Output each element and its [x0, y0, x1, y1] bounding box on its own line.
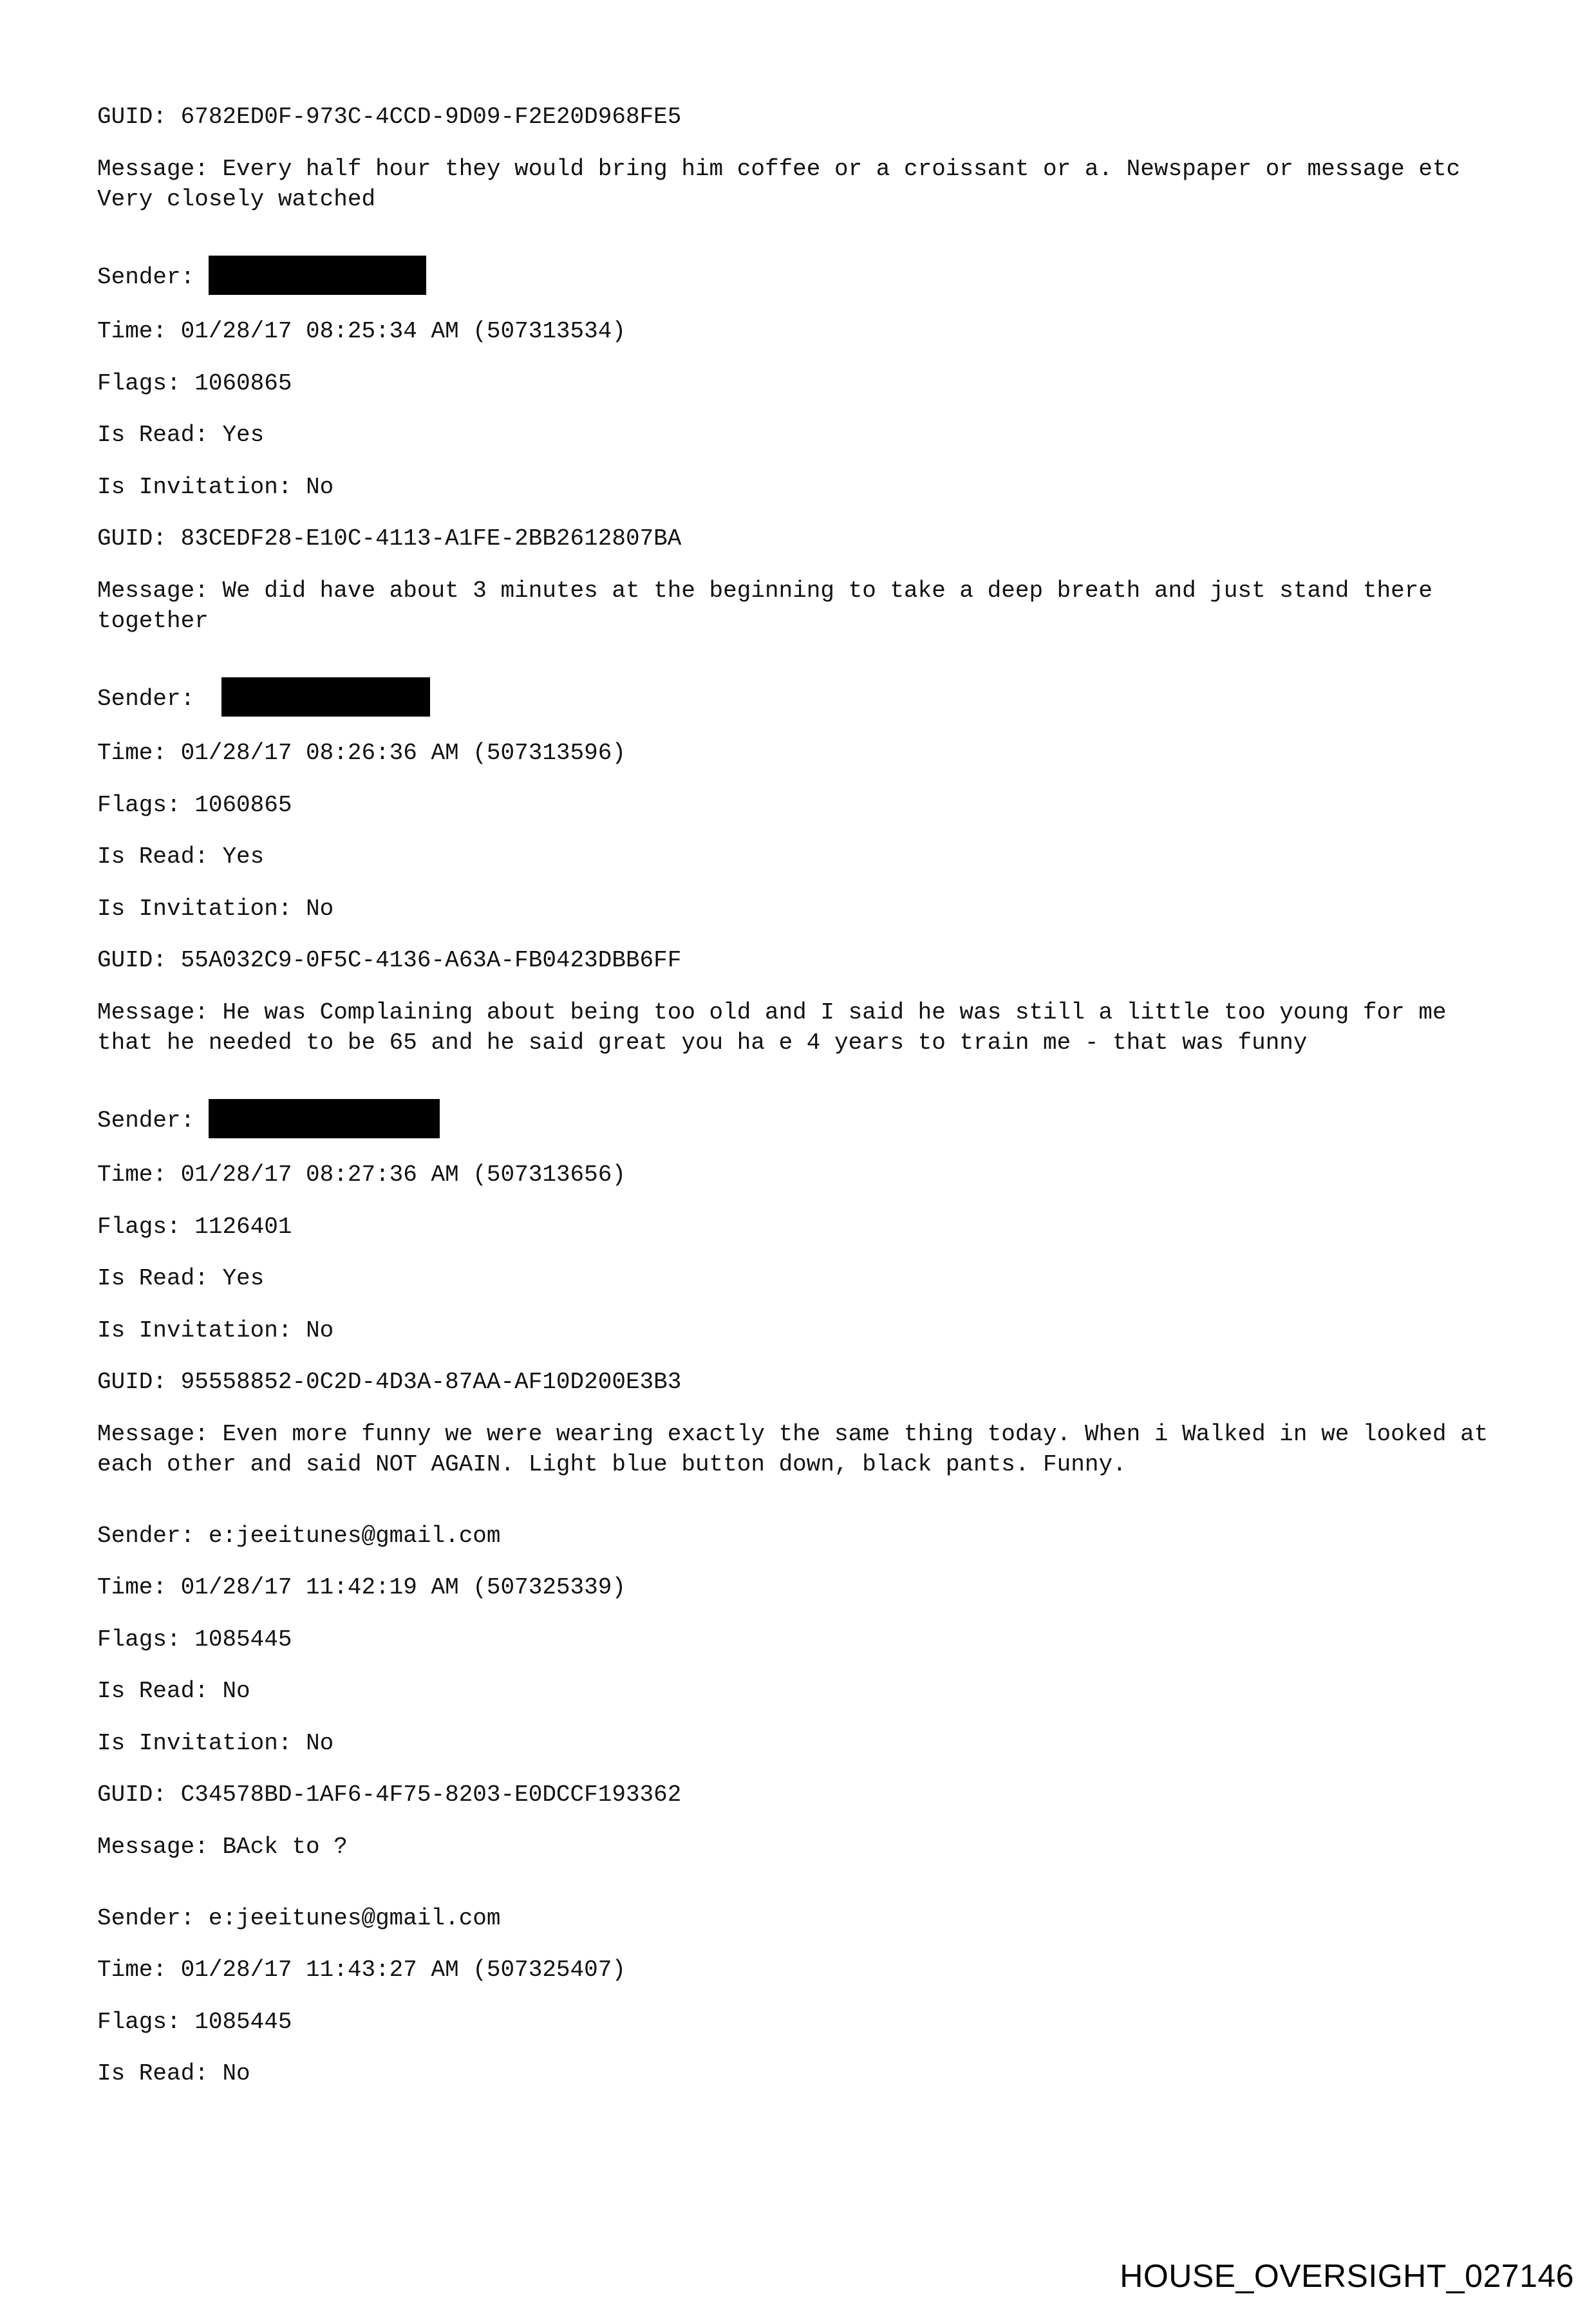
message-line: Message: Even more funny we were wearing exactly the same thing today. When i Walked in we looked at each other and said NOT AGAIN. Light blue button down, black pants. Funny. [97, 1420, 1502, 1478]
time-line: Time: 01/28/17 11:42:19 AM (507325339) [97, 1574, 626, 1601]
guid-value: 6782ED0F-973C-4CCD-9D09-F2E20D968FE5 [180, 104, 682, 130]
is-invitation-value: No [306, 1729, 334, 1756]
is-read-value: No [222, 1678, 250, 1704]
time-value: 01/28/17 08:25:34 AM (507313534) [180, 318, 626, 344]
time-value: 01/28/17 08:26:36 AM (507313596) [180, 740, 626, 766]
guid-line: GUID: 6782ED0F-973C-4CCD-9D09-F2E20D968FE5 [97, 104, 682, 130]
is-invitation-line: Is Invitation: No [97, 473, 334, 500]
sender-value: e:jeeitunes@gmail.com [208, 1904, 501, 1932]
flags-line: Flags: 1060865 [97, 791, 292, 818]
time-line: Time: 01/28/17 08:27:36 AM (507313656) [97, 1161, 626, 1188]
is-invitation-line: Is Invitation: No [97, 1317, 334, 1344]
flags-value: 1085445 [194, 2008, 292, 2035]
guid-value: 55A032C9-0F5C-4136-A63A-FB0423DBB6FF [180, 947, 682, 973]
is-invitation-line: Is Invitation: No [97, 1729, 334, 1756]
message-text: We did have about 3 minutes at the beginning to take a deep breath and just stand there together [97, 577, 1447, 634]
is-read-line: Is Read: Yes [97, 1265, 265, 1292]
is-invitation-value: No [306, 895, 334, 922]
flags-line: Flags: 1126401 [97, 1213, 292, 1240]
redaction-box [209, 1099, 440, 1138]
sender-line: Sender: e:jeeitunes@gmail.com [97, 1522, 501, 1549]
sender-line: Sender: e:jeeitunes@gmail.com [97, 1904, 501, 1932]
is-invitation-value: No [306, 1317, 334, 1344]
message-log [97, 102, 1514, 2110]
guid-line: GUID: C34578BD-1AF6-4F75-8203-E0DCCF193362 [97, 1781, 682, 1808]
redaction-box [209, 256, 426, 295]
guid-value: C34578BD-1AF6-4F75-8203-E0DCCF193362 [180, 1781, 682, 1808]
message-text: Even more funny we were wearing exactly the same thing today. When i Walked in we looked at each other and said NOT AGAIN. Light blue button down, black pants. Funny. [97, 1420, 1502, 1478]
flags-value: 1126401 [194, 1213, 292, 1240]
time-value: 01/28/17 11:42:19 AM (507325339) [180, 1574, 626, 1601]
time-line: Time: 01/28/17 11:43:27 AM (507325407) [97, 1957, 626, 1983]
bates-number: HOUSE_OVERSIGHT_027146 [1120, 2258, 1574, 2294]
flags-value: 1060865 [194, 370, 292, 397]
is-read-line: Is Read: No [97, 1678, 250, 1704]
flags-line: Flags: 1085445 [97, 1626, 292, 1653]
message-line: Message: He was Complaining about being too old and I said he was still a little too young for me that he needed to be 65 and he said great you ha e 4 years to train me - that was funny [97, 999, 1461, 1056]
message-text: He was Complaining about being too old and I said he was still a little too young for me that he needed to be 65 and he said great you ha e 4 years to train me - that was funny [97, 999, 1461, 1056]
sender-line: Sender: [97, 256, 1514, 295]
is-invitation-line: Is Invitation: No [97, 895, 334, 922]
time-line: Time: 01/28/17 08:26:36 AM (507313596) [97, 740, 626, 766]
guid-line: GUID: 83CEDF28-E10C-4113-A1FE-2BB2612807BA [97, 525, 682, 552]
flags-value: 1060865 [194, 791, 292, 818]
is-read-value: Yes [222, 1265, 265, 1292]
is-read-value: No [222, 2060, 250, 2087]
guid-line: GUID: 55A032C9-0F5C-4136-A63A-FB0423DBB6FF [97, 947, 682, 973]
is-read-value: Yes [222, 422, 265, 448]
time-value: 01/28/17 08:27:36 AM (507313656) [180, 1161, 626, 1188]
guid-value: 95558852-0C2D-4D3A-87AA-AF10D200E3B3 [180, 1369, 682, 1395]
guid-value: 83CEDF28-E10C-4113-A1FE-2BB2612807BA [180, 525, 682, 552]
redaction-box [221, 677, 430, 717]
message-line: Message: Every half hour they would bring him coffee or a croissant or a. Newspaper or message etc Very closely watched [97, 155, 1488, 212]
flags-line: Flags: 1085445 [97, 2008, 292, 2035]
message-text: Every half hour they would bring him coffee or a croissant or a. Newspaper or message etc Very closely watched [97, 155, 1488, 212]
sender-value: e:jeeitunes@gmail.com [208, 1522, 501, 1549]
message-line: Message: BAck to ? [97, 1833, 348, 1860]
is-read-line: Is Read: Yes [97, 422, 265, 448]
message-line: Message: We did have about 3 minutes at the beginning to take a deep breath and just stand there together [97, 577, 1447, 634]
message-text: BAck to ? [222, 1833, 348, 1860]
guid-line: GUID: 95558852-0C2D-4D3A-87AA-AF10D200E3B3 [97, 1369, 682, 1395]
sender-line: Sender: [97, 677, 1514, 717]
time-line: Time: 01/28/17 08:25:34 AM (507313534) [97, 318, 626, 344]
time-value: 01/28/17 11:43:27 AM (507325407) [180, 1957, 626, 1983]
is-read-line: Is Read: Yes [97, 843, 265, 870]
is-read-value: Yes [222, 843, 265, 870]
sender-line: Sender: [97, 1099, 1514, 1138]
flags-line: Flags: 1060865 [97, 370, 292, 397]
flags-value: 1085445 [194, 1626, 292, 1653]
is-read-line: Is Read: No [97, 2060, 250, 2087]
is-invitation-value: No [306, 473, 334, 500]
